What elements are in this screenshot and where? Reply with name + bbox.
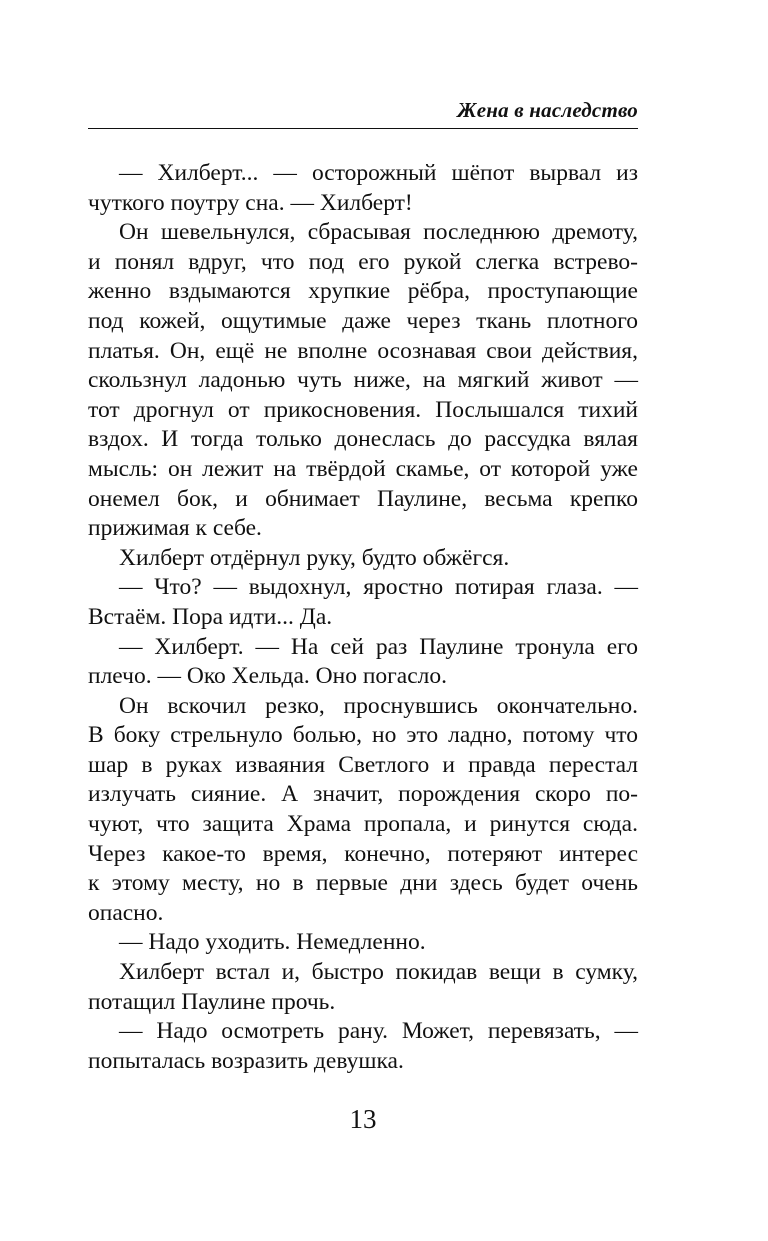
text-line: под кожей, ощутимые даже через ткань плотного <box>88 307 638 334</box>
header-rule <box>88 128 638 129</box>
text-line: Встаём. Пора идти... Да. <box>88 603 333 630</box>
text-line: Хилберт отдёрнул руку, будто обжёгся. <box>119 544 510 571</box>
text-line: прижимая к себе. <box>88 515 262 542</box>
text-line: Он вскочил резко, проснувшись окончательно. <box>119 692 638 719</box>
text-line: попыталась возразить девушка. <box>88 1047 404 1074</box>
text-line: опасно. <box>88 899 164 926</box>
text-line: Он шевельнулся, сбрасывая последнюю дремоту, <box>119 219 638 246</box>
text-line: вздох. И тогда только донеслась до рассудка вялая <box>88 426 638 453</box>
text-line: скользнул ладонью чуть ниже, на мягкий живот — <box>88 367 638 394</box>
text-line: мысль: он лежит на твёрдой скамье, от которой уже <box>88 455 638 482</box>
text-line: чуют, что защита Храма пропала, и ринутся сюда. <box>88 811 638 838</box>
text-line: платья. Он, ещё не вполне осознавая свои действия, <box>88 337 638 364</box>
body-text <box>88 159 638 1076</box>
page-number: 13 <box>349 1104 377 1134</box>
text-line: излучать сияние. А значит, порождения скоро по- <box>88 781 638 808</box>
text-line: шар в руках изваяния Светлого и правда перестал <box>88 751 638 778</box>
running-head: Жена в наследство <box>457 98 638 122</box>
text-line: женно вздымаются хрупкие рёбра, проступающие <box>88 278 638 305</box>
text-line: Хилберт встал и, быстро покидав вещи в сумку, <box>119 959 638 986</box>
text-line: потащил Паулине прочь. <box>88 988 336 1015</box>
text-line: чуткого поутру сна. — Хилберт! <box>88 189 413 216</box>
text-line: тот дрогнул от прикосновения. Послышался тихий <box>88 396 638 423</box>
text-line: Через какое-то время, конечно, потеряют интерес <box>88 840 638 867</box>
text-line: — Надо осмотреть рану. Может, перевязать, — <box>119 1018 638 1045</box>
text-line: к этому месту, но в первые дни здесь будет очень <box>88 870 638 897</box>
text-line: — Хилберт. — На сей раз Паулине тронула его <box>119 633 638 660</box>
text-line: — Надо уходить. Немедленно. <box>119 929 426 956</box>
text-line: и понял вдруг, что под его рукой слегка встрево- <box>88 248 638 275</box>
text-line: онемел бок, и обнимает Паулине, весьма крепко <box>88 485 638 512</box>
text-line: — Хилберт... — осторожный шёпот вырвал из <box>119 160 638 186</box>
text-line: плечо. — Око Хельда. Оно погасло. <box>88 663 447 690</box>
text-line: — Что? — выдохнул, яростно потирая глаза. — <box>119 574 638 601</box>
text-line: В боку стрельнуло болью, но это ладно, потому что <box>88 722 638 749</box>
